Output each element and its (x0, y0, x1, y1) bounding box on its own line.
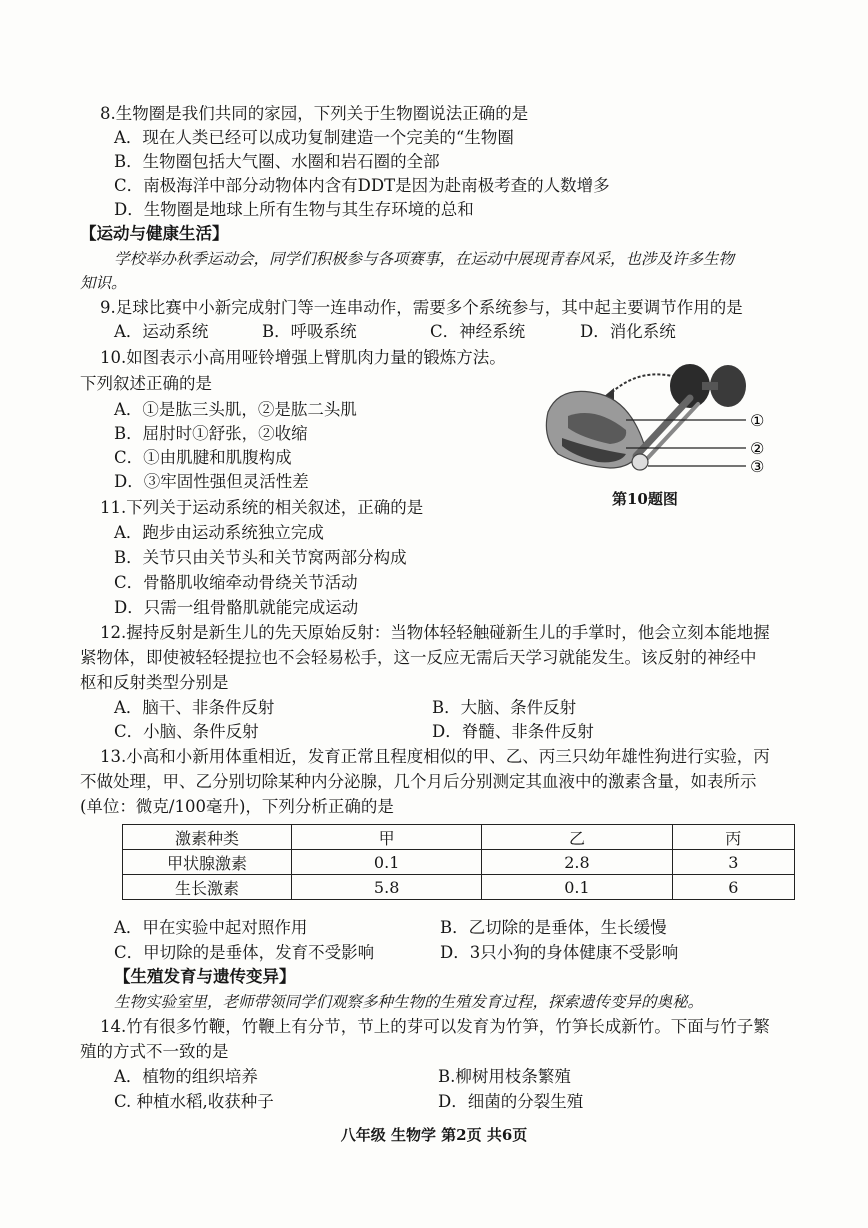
q13-option-c: C．甲切除的是垂体，发育不受影响 (114, 943, 375, 962)
table-cell: 6 (672, 875, 794, 900)
q9-option-c: C．神经系统 (430, 322, 526, 341)
q13-stem-line3: (单位：微克/100毫升)，下列分析正确的是 (80, 797, 394, 816)
q13-option-d: D．3只小狗的身体健康不受影响 (440, 943, 679, 962)
q12-option-a: A．脑干、非条件反射 (114, 698, 275, 717)
table-cell: 0.1 (482, 875, 672, 900)
q12-option-b: B．大脑、条件反射 (432, 698, 577, 717)
q10-option-c: C．①由肌腱和肌腹构成 (114, 448, 292, 467)
q8-option-c: C．南极海洋中部分动物体内含有DDT是因为赴南极考查的人数增多 (114, 176, 610, 195)
table-header-cell: 激素种类 (123, 825, 292, 850)
q12-stem-line3: 枢和反射类型分别是 (80, 673, 229, 692)
q14-stem-line1: 14.竹有很多竹鞭，竹鞭上有分节，节上的芽可以发育为竹笋，竹笋长成新竹。下面与竹子繁 (100, 1017, 770, 1036)
q12-option-c: C．小脑、条件反射 (114, 722, 259, 741)
section-intro-repro: 生物实验室里，老师带领同学们观察多种生物的生殖发育过程，探索遗传变异的奥秘。 (114, 993, 704, 1011)
q14-option-d: D．细菌的分裂生殖 (438, 1092, 584, 1111)
table-cell: 0.1 (292, 850, 482, 875)
table-cell: 甲状腺激素 (123, 850, 292, 875)
q11-option-c: C．骨骼肌收缩牵动骨绕关节活动 (114, 573, 358, 592)
dumbbell-bar (702, 382, 718, 390)
table-header-cell: 甲 (292, 825, 482, 850)
q14-option-c: C. 种植水稻,收获种子 (114, 1092, 274, 1111)
forearm-bone (636, 398, 690, 456)
section-intro-motion-1: 学校举办秋季运动会，同学们积极参与各项赛事，在运动中展现青春风采，也涉及许多生物 (114, 250, 735, 268)
forearm-bone-2 (644, 404, 698, 462)
q8-stem: 8.生物圈是我们共同的家园，下列关于生物圈说法正确的是 (100, 104, 529, 123)
q13-option-b: B．乙切除的是垂体，生长缓慢 (440, 918, 667, 937)
hormone-table (122, 824, 795, 900)
q13-stem-line1: 13.小高和小新用体重相近，发育正常且程度相似的甲、乙、丙三只幼年雄性狗进行实验，丙 (100, 747, 770, 766)
q10-option-b: B．屈肘时①舒张，②收缩 (114, 424, 308, 443)
table-cell: 3 (672, 850, 794, 875)
motion-arrow (610, 374, 680, 394)
q9-option-b: B．呼吸系统 (262, 322, 357, 341)
q9-stem: 9.足球比赛中小新完成射门等一连串动作，需要多个系统参与，其中起主要调节作用的是 (100, 298, 743, 317)
elbow-joint (632, 454, 648, 470)
q9-option-d: D．消化系统 (580, 322, 676, 341)
table-header-cell: 丙 (672, 825, 794, 850)
figure-caption: 第10题图 (612, 490, 678, 508)
table-cell: 5.8 (292, 875, 482, 900)
table-header-row (123, 825, 795, 850)
arm-dumbbell-figure (540, 358, 780, 484)
q12-option-d: D．脊髓、非条件反射 (432, 722, 594, 741)
q10-option-a: A．①是肱三头肌，②是肱二头肌 (114, 400, 357, 419)
q9-option-a: A．运动系统 (114, 322, 209, 341)
figure-label-2: ② (750, 439, 765, 458)
figure-label-1: ① (750, 411, 765, 430)
section-title-repro: 【生殖发育与遗传变异】 (114, 967, 296, 986)
q14-option-b: B.柳树用枝条繁殖 (438, 1067, 571, 1086)
q10-stem-line1: 10.如图表示小高用哑铃增强上臂肌肉力量的锻炼方法。 (100, 348, 506, 367)
table-cell: 2.8 (482, 850, 672, 875)
table-row (123, 875, 795, 900)
q10-stem-line2: 下列叙述正确的是 (80, 374, 212, 393)
section-intro-motion-2: 知识。 (80, 274, 127, 292)
q14-option-a: A．植物的组织培养 (114, 1067, 258, 1086)
q12-stem-line2: 紧物体，即使被轻轻提拉也不会轻易松手，这一反应无需后天学习就能发生。该反射的神经中 (80, 648, 757, 667)
q8-option-d: D．生物圈是地球上所有生物与其生存环境的总和 (114, 200, 474, 219)
page-footer: 八年级 生物学 第2页 共6页 (340, 1126, 528, 1144)
figure-label-3: ③ (750, 457, 765, 476)
q10-option-d: D．③牢固性强但灵活性差 (114, 472, 309, 491)
q14-stem-line2: 殖的方式不一致的是 (80, 1042, 229, 1061)
table-header-cell: 乙 (482, 825, 672, 850)
q11-option-b: B．关节只由关节头和关节窝两部分构成 (114, 548, 407, 567)
q12-stem-line1: 12.握持反射是新生儿的先天原始反射：当物体轻轻触碰新生儿的手掌时，他会立刻本能地握 (100, 623, 770, 642)
table-row (123, 850, 795, 875)
q11-option-a: A．跑步由运动系统独立完成 (114, 523, 324, 542)
q11-option-d: D．只需一组骨骼肌就能完成运动 (114, 598, 359, 617)
q8-option-a: A．现在人类已经可以成功复制建造一个完美的“生物圈 (114, 128, 514, 147)
q8-option-b: B．生物圈包括大气圈、水圈和岩石圈的全部 (114, 152, 440, 171)
q13-stem-line2: 不做处理，甲、乙分别切除某种内分泌腺，几个月后分别测定其血液中的激素含量，如表所示 (80, 772, 757, 791)
table-cell: 生长激素 (123, 875, 292, 900)
section-title-motion: 【运动与健康生活】 (80, 224, 229, 243)
q11-stem: 11.下列关于运动系统的相关叙述，正确的是 (100, 498, 424, 517)
q13-option-a: A．甲在实验中起对照作用 (114, 918, 308, 937)
